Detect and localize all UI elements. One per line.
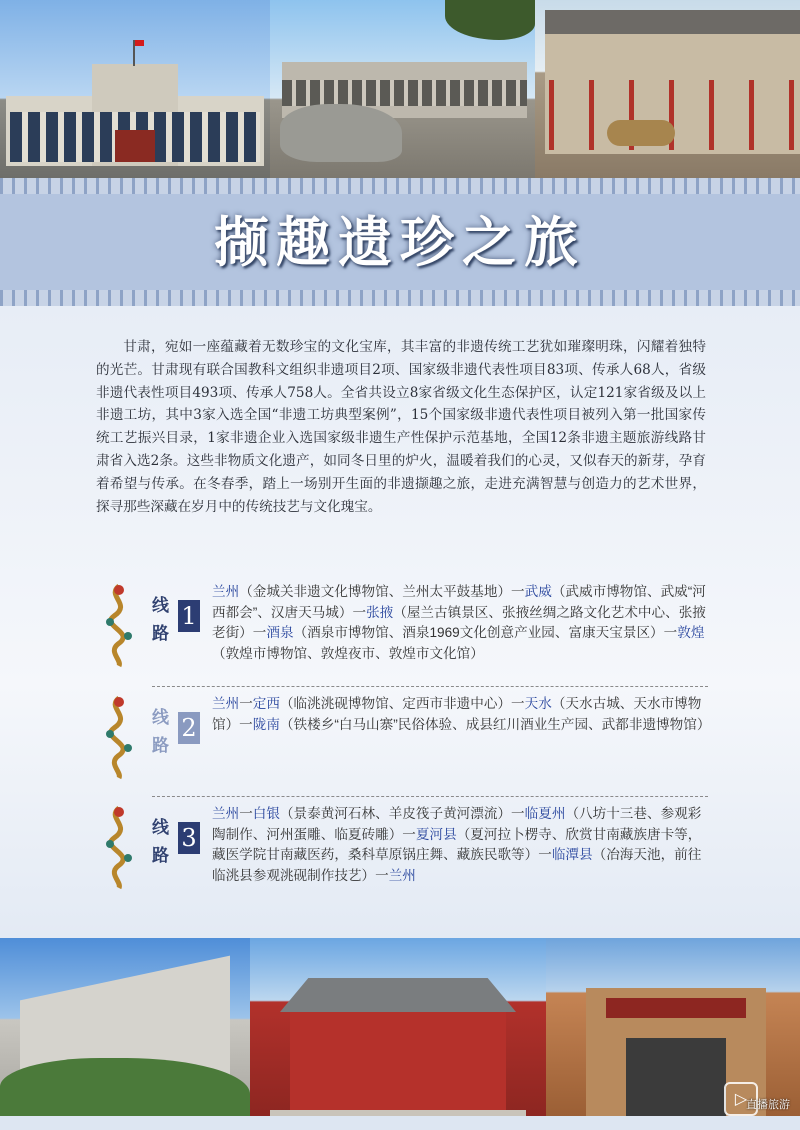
- play-icon: ▷: [724, 1082, 758, 1116]
- dragon-emblem-icon: [92, 582, 146, 668]
- route-number-badge: 1: [178, 600, 200, 632]
- route-city: 定西: [252, 696, 280, 711]
- intro-paragraph: 甘肃，宛如一座蕴藏着无数珍宝的文化宝库，其丰富的非遗传统工艺犹如璀璨明珠，闪耀着独特的光芒。甘肃现有联合国教科文组织非遗项目2项、国家级非遗代表性项目83项、传承人68人，省级非遗代表性项目493项、传承人758人。全省共设立8家省级文化生态保护区，认定121家省级及以上非遗工坊，其中3家入选全国“非遗工坊典型案例”，15个国家级非遗代表性项目被列入第一批国家传统工艺振兴目录，1家非遗企业入选国家级非遗生产性保护示范基地，全国12条非遗主题旅游线路甘肃省入选2条。这些非物质文化遗产，如同冬日里的炉火，温暖着我们的心灵，又似春天的新芽，孕育着希望与传承。在冬春季，踏上一场别开生面的非遗撷趣之旅，走进充满智慧与创造力的艺术世界，探寻那些深藏在岁月中的传统技艺与文化瑰宝。: [96, 339, 706, 515]
- red-temple-hall-photo: [250, 938, 546, 1116]
- route-stop-detail: （武威市博物馆、武威“河西都会”、汉唐天马城）一: [212, 584, 706, 620]
- route-city: 张掖: [366, 604, 394, 620]
- content-area: [0, 306, 800, 938]
- route-city: 兰州: [212, 584, 240, 599]
- route-itinerary: [212, 804, 712, 886]
- route-stop-detail: （敦煌市博物馆、敦煌夜市、敦煌市文化馆）: [212, 645, 484, 661]
- modern-museum-photo: [0, 938, 250, 1116]
- traditional-building-photo: [535, 0, 800, 178]
- bottom-photo-strip: [0, 938, 800, 1130]
- route-label: 线路: [152, 596, 169, 644]
- route-city: 兰州: [212, 696, 240, 711]
- dragon-emblem-icon: [92, 694, 146, 780]
- route-city: 敦煌: [677, 625, 705, 640]
- route-city: 天水: [524, 696, 552, 711]
- museum-stone-photo: [270, 0, 535, 178]
- route-itinerary: [212, 582, 712, 664]
- route-stop-detail: （金城关非遗文化博物馆、兰州太平鼓基地）一: [239, 584, 525, 599]
- route-city: 夏河县: [415, 826, 457, 842]
- museum-gate-photo: [546, 938, 800, 1116]
- route-label: 线路: [152, 818, 169, 866]
- route-stop-detail: （屋兰古镇景区、张掖丝绸之路文化艺术中心、张掖老街）一: [212, 604, 706, 640]
- title-banner: [0, 178, 800, 306]
- route-stop-detail: （夏河拉卜楞寺、欣赏甘南藏族唐卡等，藏医学院甘南藏医药，桑科草原锅庄舞、藏族民歌等）一: [212, 826, 702, 862]
- route-stop-detail: （天水古城、天水市博物馆）一: [212, 696, 702, 732]
- route-stop-detail: （临洮洮砚博物馆、定西市非遗中心）一: [279, 696, 525, 711]
- dragon-emblem-icon: [92, 804, 146, 890]
- route-city: 兰州: [212, 806, 240, 821]
- route-city: 武威: [524, 584, 552, 599]
- page-title: 撷趣遗珍之旅: [214, 210, 586, 274]
- route-stop-detail: （冶海天池，前往临洮县参观洮砚制作技艺）一: [212, 847, 702, 883]
- route-label: 线路: [152, 708, 169, 756]
- route-itinerary: [212, 694, 712, 735]
- route-city: 临潭县: [551, 847, 593, 862]
- route-number-badge: 3: [178, 822, 200, 854]
- route-stop-detail: 一: [239, 806, 253, 821]
- banner-border-top: [0, 178, 800, 194]
- route-stop-detail: （景泰黄河石林、羊皮筏子黄河漂流）一: [279, 806, 525, 821]
- route-number-badge: 2: [178, 712, 200, 744]
- museum-facade-photo: [0, 0, 270, 178]
- watermark-text: 直播旅游: [746, 1098, 790, 1111]
- top-photo-strip: [0, 0, 800, 178]
- route-city: 陇南: [252, 716, 280, 732]
- route-stop-detail: （八坊十三巷、参观彩陶制作、河州蛋雕、临夏砖雕）一: [212, 806, 702, 842]
- route-city: 酒泉: [266, 625, 294, 640]
- route-stop-detail: （铁楼乡“白马山寨”民俗体验、成县红川酒业生产园、武都非遗博物馆）: [279, 716, 711, 732]
- route-city: 白银: [252, 806, 280, 821]
- route-city: 兰州: [388, 867, 416, 883]
- route-stop-detail: 一: [239, 696, 253, 711]
- route-stop-detail: （酒泉市博物馆、酒泉1969文化创意产业园、富康天宝景区）一: [293, 625, 678, 640]
- route-city: 临夏州: [524, 806, 566, 821]
- banner-border-bottom: [0, 290, 800, 306]
- route-divider: [152, 796, 708, 797]
- route-divider: [152, 686, 708, 687]
